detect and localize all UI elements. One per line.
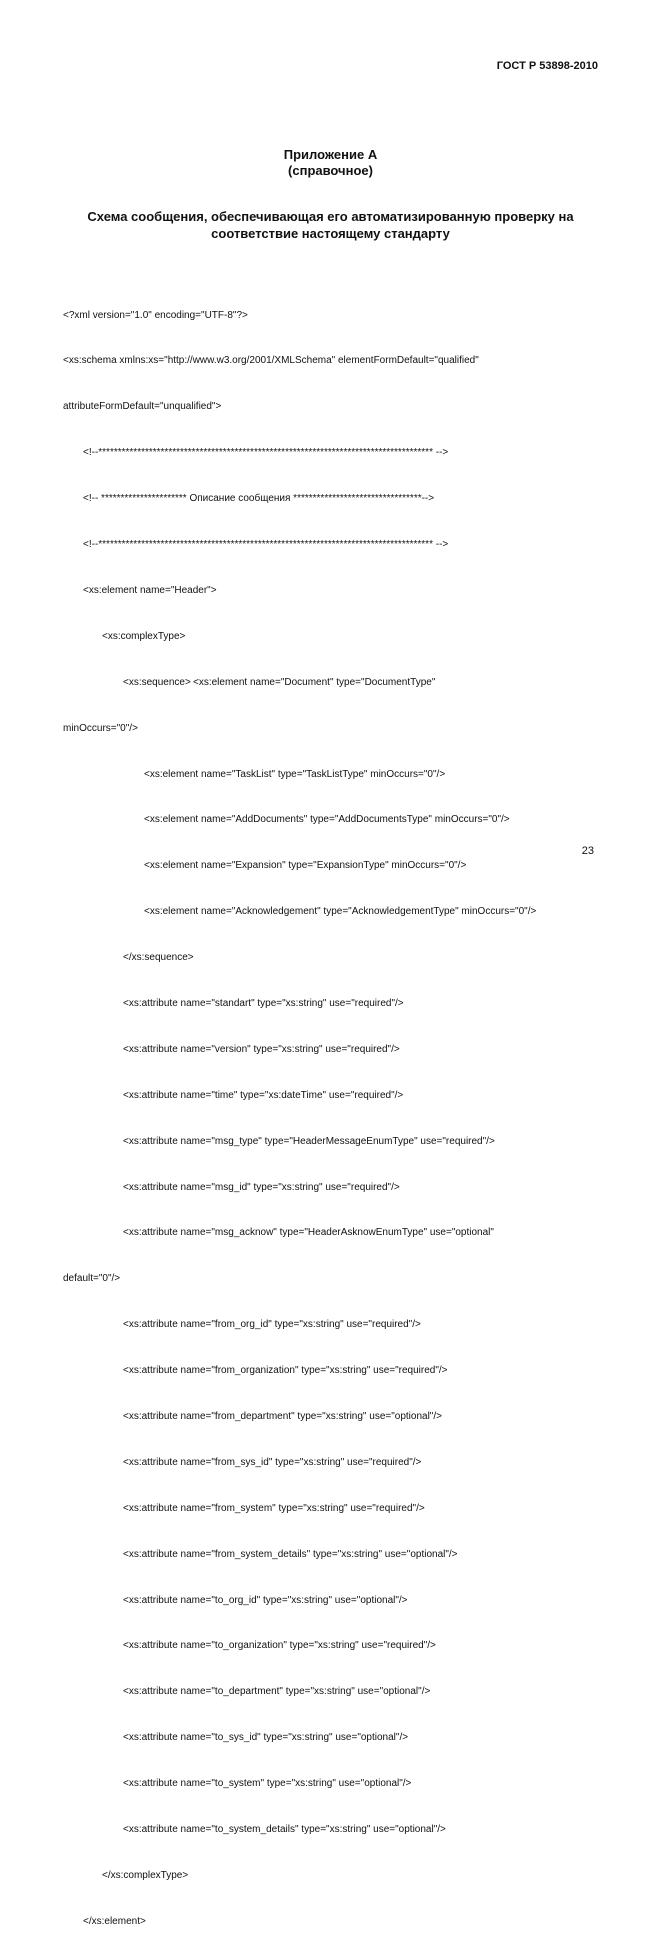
code-line bbox=[63, 675, 608, 690]
code-line: <?xml version="1.0" encoding="UTF-8"?> bbox=[63, 309, 248, 321]
code-line: <xs:attribute name="from_system_details" type="xs:string" use="optional"/> bbox=[123, 1548, 458, 1560]
code-line: <xs:attribute name="from_system" type="xs:string" use="required"/> bbox=[123, 1502, 425, 1514]
code-line: <xs:attribute name="msg_type" type="HeaderMessageEnumType" use="required"/> bbox=[123, 1135, 495, 1147]
code-line: <xs:complexType> bbox=[102, 630, 186, 642]
code-fragment: <xs:element name="Document" type="DocumentType" bbox=[193, 676, 436, 688]
code-line: <xs:attribute name="to_system" type="xs:string" use="optional"/> bbox=[123, 1778, 412, 1790]
code-line: <xs:attribute name="from_organization" type="xs:string" use="required"/> bbox=[123, 1365, 448, 1377]
code-line: <xs:attribute name="standart" type="xs:string" use="required"/> bbox=[123, 997, 404, 1009]
code-line: <xs:attribute name="from_sys_id" type="xs:string" use="required"/> bbox=[123, 1456, 422, 1468]
code-line: <!--************************************************************************************** --> bbox=[83, 447, 449, 459]
code-line: <xs:attribute name="to_org_id" type="xs:string" use="optional"/> bbox=[123, 1594, 408, 1606]
appendix-type: (справочное) bbox=[288, 163, 373, 178]
code-line: attributeFormDefault="unqualified"> bbox=[63, 401, 222, 413]
code-line: <xs:element name="TaskList" type="TaskListType" minOccurs="0"/> bbox=[144, 768, 446, 780]
code-fragment: <xs:sequence> bbox=[123, 676, 191, 688]
code-line: <xs:attribute name="to_system_details" type="xs:string" use="optional"/> bbox=[123, 1823, 446, 1835]
code-line: <xs:attribute name="version" type="xs:string" use="required"/> bbox=[123, 1043, 400, 1055]
code-line: <xs:attribute name="msg_id" type="xs:string" use="required"/> bbox=[123, 1181, 400, 1193]
scheme-title bbox=[0, 208, 661, 242]
code-line: </xs:sequence> bbox=[123, 952, 194, 964]
xml-schema-listing bbox=[63, 277, 608, 1944]
code-line: <xs:attribute name="time" type="xs:dateTime" use="required"/> bbox=[123, 1089, 404, 1101]
code-line: <xs:attribute name="from_department" type="xs:string" use="optional"/> bbox=[123, 1410, 442, 1422]
appendix-title: Приложение А bbox=[283, 147, 378, 162]
code-line: <xs:attribute name="msg_acknow" type="HeaderAsknowEnumType" use="optional" bbox=[123, 1227, 494, 1239]
code-line: <xs:element name="Header"> bbox=[83, 584, 217, 596]
code-line: </xs:complexType> bbox=[102, 1869, 189, 1881]
code-line: <xs:element name="Expansion" type="ExpansionType" minOccurs="0"/> bbox=[144, 860, 467, 872]
code-line: <xs:attribute name="to_department" type="xs:string" use="optional"/> bbox=[123, 1686, 431, 1698]
code-line: <xs:attribute name="from_org_id" type="xs:string" use="required"/> bbox=[123, 1319, 421, 1331]
code-line: <xs:attribute name="to_organization" type="xs:string" use="required"/> bbox=[123, 1640, 436, 1652]
code-line: default="0"/> bbox=[63, 1273, 121, 1285]
page-number: 23 bbox=[581, 845, 594, 857]
scheme-title-line-1: Схема сообщения, обеспечивающая его автоматизированную проверку на bbox=[87, 209, 574, 224]
appendix-heading bbox=[0, 147, 661, 179]
code-line: <xs:element name="Acknowledgement" type="AcknowledgementType" minOccurs="0"/> bbox=[144, 906, 537, 918]
code-line: <!-- ********************** Описание сообщения *********************************--> bbox=[83, 493, 435, 505]
code-line: </xs:element> bbox=[83, 1915, 146, 1927]
scheme-title-line-2: соответствие настоящему стандарту bbox=[211, 226, 450, 241]
code-line: <xs:attribute name="to_sys_id" type="xs:string" use="optional"/> bbox=[123, 1732, 409, 1744]
document-standard-code: ГОСТ Р 53898-2010 bbox=[496, 60, 598, 72]
code-line: <xs:element name="AddDocuments" type="AddDocumentsType" minOccurs="0"/> bbox=[144, 814, 510, 826]
code-line: <!--************************************************************************************** --> bbox=[83, 539, 449, 551]
code-line: minOccurs="0"/> bbox=[63, 722, 138, 734]
code-line: <xs:schema xmlns:xs="http://www.w3.org/2001/XMLSchema" elementFormDefault="qualified" bbox=[63, 355, 479, 367]
